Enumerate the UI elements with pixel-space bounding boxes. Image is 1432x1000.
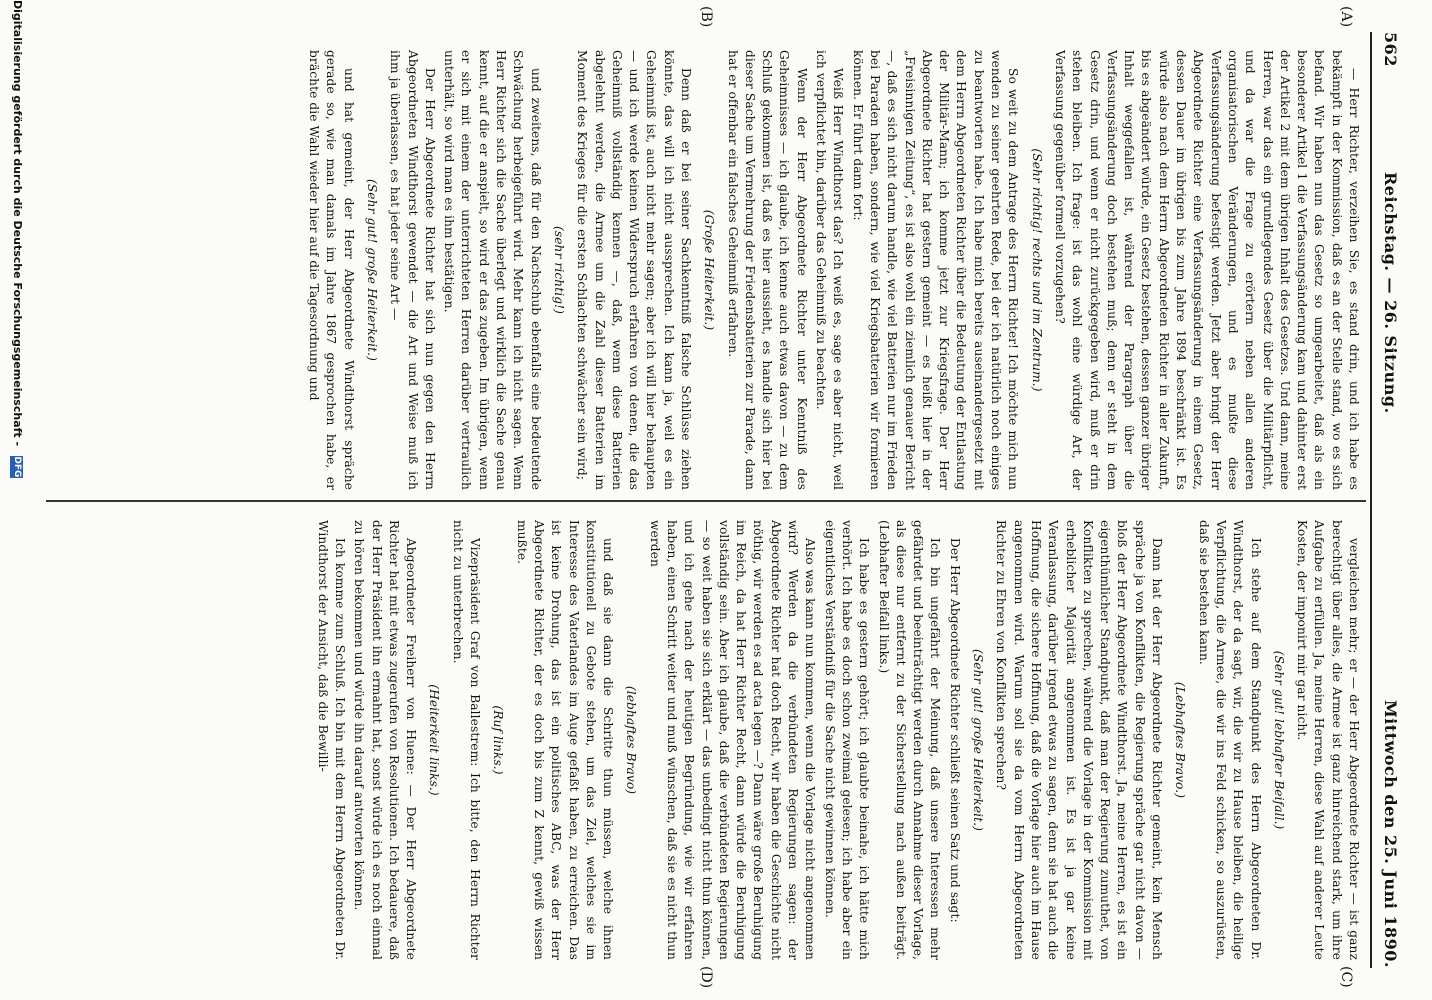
margin-marker-d: (D) [698, 966, 714, 989]
left-column [62, 50, 1362, 490]
paragraph: So weit zu dem Antrage des Herrn Richter! Ich möchte mich nun wenden zu seiner geehrten Rede, bei der ich natürlich noch einiges zu beantworten habe. Ich habe mich bereits auseinandergesetzt mit dem Herrn Abgeordneten Richter über die Bedeutung der Entlastung der Militär-Mann; ich komme jetzt zur Kriegsfrage. Der Herr Abgeordnete Richter hat gestern gemeint — es heißt hier in der „Freisinnigen Zeitung“, es ist also wohl ein ziemlich genauer Bericht —, daß es sich nicht darum handle, wie viel Batterien nur im Frieden bei Paraden haben, sondern, wie viel Kriegsbatterien wir formieren können. Er führt dann fort: [850, 50, 1021, 490]
page-title: Reichstag. — 26. Sitzung. [1381, 172, 1400, 414]
paragraph: Der Herr Abgeordnete Richter schließt seinen Satz und sagt: [947, 538, 962, 923]
paragraph: Weiß Herr Windthorst das? Ich weiß es, sage es aber nicht, weil ich verpflichtet bin, darüber das Geheimniß zu beachten. [814, 50, 846, 490]
paragraph: Der Herr Abgeordnete Richter hat sich nun gegen den Herrn Abgeordneten Windthorst gewendet — die Art und Weise muß ich ihm ja überlassen, es hat jeder seine Art — [388, 50, 437, 490]
margin-marker-c: (C) [1338, 966, 1354, 988]
paragraph: Denn daß er bei seiner Sachkenntniß falsche Schlüsse ziehen könnte, das will ich nicht aussprechen. Ich kann ja, weil es ein Geheimniß ist, auch nicht mehr sagen; aber ich will hier behaupten — und ich werde keinen Widerspruch erfahren von denen, die das Geheimniß vollständig kennen —, daß, wenn diese Batterien abgelehnt werden, die Armee um die Zahl dieser Batterien im Moment des Krieges für die ersten Schlachten schwächer sein wird; [575, 50, 694, 490]
paragraph: Dann hat der Herr Abgeordnete Richter gemeint, kein Mensch spräche ja von Konflikten, die Regierung spräche gar nicht davon — bloß der Herr Abgeordnete Windthorst. Ja, meine Herren, es ist ein eigenthümlicher Standpunkt, daß man der Regierung zumuthet, von Konflikten zu sprechen, während die Vorlage in der Kommission mit erheblicher Majorität angenommen ist. Es ist ja gar keine Veranlassung, darüber irgend etwas zu sagen, denn sie hat auch die Hoffnung, die sichere Hoffnung, daß die Vorlage hier auch im Hause angenommen wird. Warum soll sie da vom Herrn Abgeordneten Richter zu Ehren von Konflikten sprechen? [994, 520, 1165, 960]
reaction-note: (Sehr gut! große Heiterkeit.) [364, 179, 379, 361]
page-date: Mittwoch den 25. Juni 1890. [1381, 699, 1400, 968]
page-header [1372, 32, 1404, 968]
paragraph: Wenn der Herr Abgeordnete Richter unter Kenntniß des Geheimnisses — ich glaube, ich kenne auch etwas davon — zu dem Schluß gekommen ist, daß es hier aussieht, es handle sich hier bei dieser Sache um Vermehrung der Friedensbatterien zur Parade, dann hat er offenbar ein falsches Geheimniß erfahren. [725, 50, 809, 490]
reaction-note: (Lebhaftes Bravo.) [1173, 681, 1188, 799]
footer-credit [6, 0, 24, 1000]
paragraph: Abgeordneter Freiherr von Huene: — Der Herr Abgeordnete Richter hat mit etwas zugerufen von Resolutionen. Ich bedauere, daß der Herr Präsident ihn ermahnt hat, sonst würde ich es noch einmal zu hören bekommen und würde ihn darauf antworten können. [352, 520, 419, 960]
reaction-note: (lebhaftes Bravo) [624, 685, 639, 795]
dfg-logo: DFG [12, 456, 23, 478]
page-number: 562 [1381, 32, 1400, 67]
paragraph: und daß sie dann die Schritte thun müssen, welche ihnen konstitutionell zu Gebote stehen, um das Ziel, welches sie im Interesse des Vaterlandes im Auge gefaßt haben, zu erreichen. Das ist keine Drohung, das ist ein politisches ABC, was der Herr Abgeordnete Richter, der es doch bis zum Z kennt, gewiß wissen mußte. [514, 520, 616, 960]
margin-marker-b: (B) [698, 6, 714, 28]
reaction-note: (Sehr gut! lebhafter Beifall.) [1271, 650, 1286, 830]
reaction-note: (Sehr gut! große Heiterkeit.) [971, 649, 986, 831]
right-column [62, 520, 1362, 960]
reaction-note: (Große Heiterkeit.) [702, 209, 717, 331]
reaction-note: (Heiterkeit links.) [427, 684, 442, 796]
reaction-note: (Sehr richtig! rechts und im Zentrum.) [1029, 148, 1044, 392]
paragraph: Vizepräsident Graf von Ballestrem: Ich bitte, den Herrn Richter nicht zu unterbrechen. [450, 520, 483, 960]
reaction-note: (Ruf links.) [491, 705, 506, 775]
header-rule [1370, 32, 1372, 968]
margin-marker-a: (A) [1338, 6, 1354, 28]
paragraph: Ich bin ungefährt der Meinung, daß unsere Interessen mehr gefährdet und beeinträchtigt werden durch Annahme dieser Vorlage, als diese nur entfernt zu der Sicherstellung nach außen beiträgt. (Lebhafter Beifall links.) [876, 520, 943, 960]
column-divider [46, 500, 1366, 502]
paragraph: — Herr Richter, verzeihen Sie, es stand drin, und ich habe es bekämpft in der Kommission, daß es an der Stelle stand, wo es sich befand. Wir haben nun das Gesetz so umgearbeitet, daß als ein besonderer Artikel 1 die Verfassungsänderung kam und dahinter erst der Artikel 2 mit dem übrigen Inhalt des Gesetzes. Und dann, meine Herren, war das ein grundlegendes Gesetz über die Militärpflicht, und da war die Frage zu erörtern neben allen anderen organisatorischen Veränderungen, und es mußte diese Verfassungsänderung befestigt werden. Jetzt aber bringt der Herr Abgeordnete Richter eine Verfassungsänderung in einem Gesetz, dessen Dauer im übrigen bis zum Jahre 1894 beschränkt ist. Es würde also nach dem Herrn Abgeordneten Richter in aller Zukunft, bis es abgeändert würde, ein Gesetz bestehen, dessen ganzer übriger Inhalt weggefallen ist, während der Paragraph über die Verfassungsänderung doch bestehen muß; denn er steht in dem Gesetz drin, und wenn er nicht zurückgegeben wird, muß er drin stehen bleiben. Ich frage: ist das wohl eine würdige Art, der Verfassung gegenüber formell vorzugehen? [1052, 50, 1361, 490]
footer-text: Digitalisierung gefördert durch die Deutsche Forschungsgemeinschaft - [11, 0, 24, 447]
paragraph: Also was kann nun kommen, wenn die Vorlage nicht angenommen wird? Werden da die verbündeten Regierungen sagen: der Abgeordnete Richter hat doch Recht, wir haben die Geschichte nicht nöthig, wir werden es ad acta legen —? Dann wäre große Beruhigung im Reich, da hat Herr Richter Recht, dann würde die Beruhigung vollständig sein. Aber ich glaube, daß die verbündeten Regierungen — so weit haben sie sich erklärt — das unbedingt nicht thun können, und ich gehe nach der heutigen Begründung, wie wir erfahren haben, einen Schritt weiter und muß wünschen, daß sie es nicht thun werden [647, 520, 818, 960]
paragraph: vergleichen mehr; er — der Herr Abgeordnete Richter — ist ganz berechtigt über alles, die Armee ist ganz hinreichend stark, um ihre Aufgabe zu erfüllen. Ja, meine Herren, diese Wahl auf anderer Leute Kosten, der imponirt mir gar nicht. [1295, 520, 1361, 960]
reaction-note: (sehr richtig!) [551, 226, 566, 314]
paragraph: und hat gemeint, der Herr Abgeordnete Windthorst spräche gerade so, wie man damals im Jahre 1867 gesprochen habe, er brächte die Wahl wieder hier auf die Tagesordnung und [307, 50, 356, 490]
paragraph: und zweitens, daß für den Nachschub ebenfalls eine bedeutende Schwächung herbeigeführt wird. Mehr kann ich nicht sagen. Wenn Herr Richter sich die Sache überlegt und wirklich die Sache genau kennt, auf die er anspielt, so wird er das zugeben. Im übrigen, wenn er sich mit einem der unterrichteten Herren darüber vertraulich unterhält, so wird man es ihm bestätigen. [442, 50, 543, 490]
paragraph: Ich habe es gestern gehört; ich glaubte beinahe, ich hätte mich verhört. Ich habe es doch schon zweimal gelesen; ich habe aber ein eigentliches Verständniß für die Sache nicht gewinnen können. [822, 520, 872, 960]
paragraph: Ich stehe auf dem Standpunkt des Herrn Abgeordneten Dr. Windthorst, der da sagt, wir, die wir zu Hause bleiben, die heilige Verpflichtung, die Armee, die wir ins Feld schicken, so auszurüsten, daß sie bestehen kann. [1196, 520, 1263, 960]
paragraph: Ich komme zum Schluß. Ich bin mit dem Herrn Abgeordneten Dr. Windthorst der Ansicht, daß die Bewilli- [315, 520, 347, 960]
